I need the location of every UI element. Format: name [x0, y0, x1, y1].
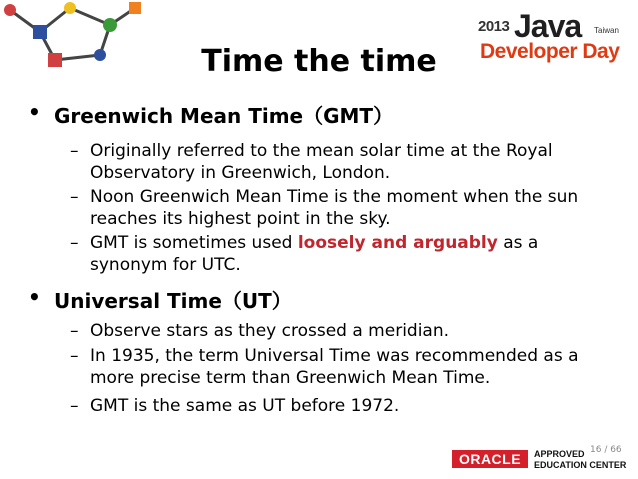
page-number: 16 / 66	[590, 445, 622, 455]
slide: 2013 Java Taiwan Developer Day Time the time • Greenwich Mean Time（GMT） – Originally referred to the mean solar time at the Royal Observatory in Greenwich, London. – Noon Greenwich Mean Time is the moment when the sun reaches its highest point in the sky. – GMT is sometimes used loosely and arguably as a synonym for UTC. • Universal Time（UT） – Observe stars as they crossed a meridian. – In 1935, the term Universal Time was recommended as a more precise term than Greenwich Mean Time. – GMT is the same as UT before 1972. 16 / 66 ORACLE APPROVED EDUCATION CENTER	[0, 0, 638, 479]
sub-bullet-text: In 1935, the term Universal Time was recommended as a more precise term than Greenwich Mean Time.	[90, 346, 579, 388]
sub-bullet-text-before: GMT is sometimes used	[90, 233, 298, 253]
sub-bullet-text: GMT is the same as UT before 1972.	[90, 396, 400, 416]
logo-year: 2013	[478, 18, 510, 35]
bullet-heading: Greenwich Mean Time（GMT）	[54, 104, 394, 128]
bullet-heading: Universal Time（UT）	[54, 289, 292, 313]
sub-bullet-text-after: as a synonym for UTC.	[90, 233, 539, 275]
oracle-logo: ORACLE	[452, 450, 528, 468]
logo-event: Developer Day	[480, 40, 620, 63]
logo-region: Taiwan	[594, 26, 619, 35]
logo-java: Java	[514, 8, 582, 44]
sub-bullet-text: Observe stars as they crossed a meridian.	[90, 321, 450, 341]
sub-bullet-text	[90, 232, 610, 276]
approved-education-center	[534, 449, 626, 471]
sub-bullet-text: Originally referred to the mean solar time at the Royal Observatory in Greenwich, London.	[90, 141, 553, 183]
sub-bullet-text: Noon Greenwich Mean Time is the moment when the sun reaches its highest point in the sky.	[90, 187, 579, 229]
education-center-line: EDUCATION CENTER	[534, 460, 627, 470]
highlight-text: loosely and arguably	[297, 233, 498, 253]
oracle-approved-badge	[452, 448, 632, 472]
slide-title: Time the time	[201, 44, 437, 79]
approved-line: APPROVED	[534, 449, 585, 459]
